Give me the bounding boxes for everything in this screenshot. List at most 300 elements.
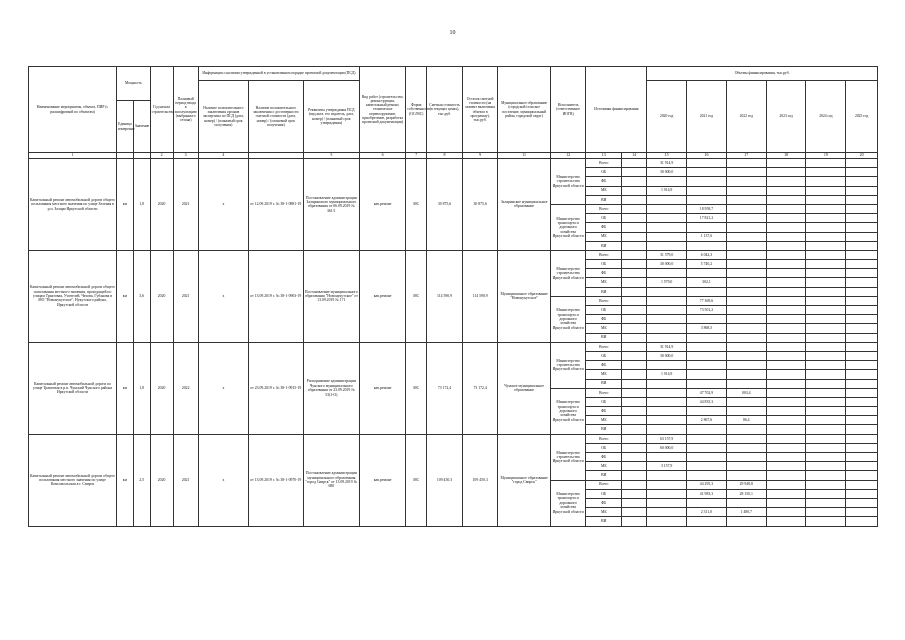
col-index: 13 [586,153,622,159]
header-psd-expertise: Наличие положительного заключения органов экспертизы по ПСД (дата, номер) / (плановый срок получения) [198,81,248,153]
year-2024-value [806,416,846,425]
year-2019-value [622,223,647,232]
estimate-cost: 73 172,4 [427,342,463,434]
year-2022-value [726,214,766,223]
year-2019-value [622,443,647,452]
funding-source: ФБ [586,407,622,416]
year-2023-value [766,204,806,213]
year-2019-value [622,379,647,388]
header-ownership: Форма собственности (ОС/МС) [406,67,427,153]
year-2025-value [846,287,878,296]
year-2020-value [647,498,687,507]
year-2022-value [726,453,766,462]
year-2023-value [766,517,806,526]
table-body [29,159,878,527]
psd-approval: Распоряжение администрации Чунского муниципального образования от 23.09.2019 № 53(1-О) [303,342,360,434]
col-index: 5 [303,153,360,159]
funding-source: ФБ [586,453,622,462]
year-2021-value: 44 295,3 [687,480,727,489]
year-2023-value [766,342,806,351]
col-index: 4 [198,153,248,159]
executor: Министерство строительства Иркутской области [550,250,586,296]
remaining-cost: 109 450,3 [462,434,498,526]
psd-expertise: х [198,159,248,251]
year-2024-value [806,517,846,526]
funding-source: ФБ [586,498,622,507]
year-2021-value [687,168,727,177]
col-index: 17 [726,153,766,159]
year-2023-value [766,508,806,517]
year-2021-value [687,361,727,370]
year-2025-value [846,306,878,315]
psd-approval: Постановление администрации муниципального образования "город Свирск" от 13.09.2019 № 680 [303,434,360,526]
funding-source: Всего [586,296,622,305]
year-2024-value [806,250,846,259]
psd-expertise: х [198,342,248,434]
year-2019-value [622,425,647,434]
psd-cost: от 23.09.2019 г. № 38-1-0915-19 [249,342,303,434]
year-2019-value [622,296,647,305]
year-2020-value: 3 157,9 [647,462,687,471]
year-2023-value [766,370,806,379]
year-2023-value [766,306,806,315]
header-start-year: Год начала строительства [150,67,173,153]
year-2024-value [806,159,846,168]
funding-source: ФБ [586,177,622,186]
header-year-2024: 2024 год [806,81,846,153]
year-2025-value [846,186,878,195]
year-2020-value [647,508,687,517]
year-2023-value [766,250,806,259]
year-2021-value: 2 867,6 [687,416,727,425]
year-2023-value [766,186,806,195]
funding-source: Всего [586,159,622,168]
year-2021-value: 3 868,5 [687,324,727,333]
funding-source: ВИ [586,333,622,342]
year-2021-value [687,223,727,232]
estimate-cost: 30 875,6 [427,159,463,251]
year-2025-value [846,407,878,416]
header-unit: Единица измерения [117,101,134,153]
year-2019-value [622,462,647,471]
funding-source: МБ [586,324,622,333]
capacity-unit: км [117,159,134,251]
year-2020-value [647,306,687,315]
year-2023-value [766,351,806,360]
year-2024-value [806,462,846,471]
year-2020-value [647,379,687,388]
header-psd-cost: Наличие положительного заключения о достоверности сметной стоимости (дата, номер) / (плановый срок получения) [249,81,303,153]
year-2024-value [806,306,846,315]
year-2024-value [806,177,846,186]
year-2022-value [726,351,766,360]
table-row [29,434,878,443]
year-2020-value: 30 000,0 [647,351,687,360]
remaining-cost: 30 875,6 [462,159,498,251]
header-year-2020: 2020 год [647,81,687,153]
year-2024-value [806,388,846,397]
year-2024-value [806,241,846,250]
estimate-cost: 109 450,3 [427,434,463,526]
psd-expertise: х [198,434,248,526]
year-2025-value [846,250,878,259]
work-type: кап.ремонт [360,434,406,526]
year-2022-value [726,462,766,471]
municipality: Чунское муниципальное образование [498,342,550,434]
year-2022-value [726,223,766,232]
year-2024-value [806,489,846,498]
year-2022-value: 003,4 [726,388,766,397]
year-2023-value [766,453,806,462]
funding-source: ОБ [586,306,622,315]
header-capacity: Мощность [117,67,151,101]
capacity-unit: км [117,434,134,526]
year-2024-value [806,287,846,296]
year-2023-value [766,443,806,452]
start-year: 2020 [150,159,173,251]
year-2024-value [806,186,846,195]
header-value: Значение [133,101,150,153]
year-2019-value [622,351,647,360]
year-2024-value [806,260,846,269]
col-index: 1 [29,153,117,159]
col-index: 8 [427,153,463,159]
year-2023-value [766,177,806,186]
year-2021-value [687,315,727,324]
object-name: Капитальный ремонт автомобильной дороги общего пользования местного значения по улице Зеленая в р.п. Залари Иркутской области [29,159,117,251]
year-2022-value [726,425,766,434]
funding-source: Всего [586,480,622,489]
year-2024-value [806,342,846,351]
year-2019-value [622,168,647,177]
header-psd-approval: Реквизиты утверждения ПСД (вид акта, его издатель, дата, номер) / (плановый срок утверждения) [303,81,360,153]
year-2019-value [622,333,647,342]
year-2025-value [846,462,878,471]
executor: Министерство строительства Иркутской области [550,434,586,480]
year-2022-value [726,434,766,443]
funding-source: ОБ [586,443,622,452]
year-2024-value [806,443,846,452]
year-2020-value: 31 914,9 [647,342,687,351]
year-2019-value [622,278,647,287]
col-index: 6 [360,153,406,159]
remaining-cost: 114 590,9 [462,250,498,342]
year-2023-value [766,434,806,443]
year-2024-value [806,508,846,517]
executor: Министерство строительства Иркутской области [550,342,586,388]
psd-approval: Постановление муниципального образования "Новонукутское" от 13.09.2019 № 171 [303,250,360,342]
year-2025-value [846,232,878,241]
year-2021-value: 18 958,7 [687,204,727,213]
year-2019-value [622,407,647,416]
year-2021-value [687,443,727,452]
plan-year: 2021 [173,250,198,342]
year-2023-value [766,214,806,223]
year-2023-value [766,195,806,204]
year-2019-value [622,241,647,250]
year-2022-value [726,278,766,287]
object-name: Капитальный ремонт автомобильной дороги общего пользования местного значения, проходящей по улицам Трактовая, Учителей, Чехова, Губанова в МО "Новонукутское", Нукутского района, Иркутской области [29,250,117,342]
year-2024-value [806,333,846,342]
year-2021-value [687,195,727,204]
year-2021-value [687,471,727,480]
year-2022-value [726,159,766,168]
year-2020-value [647,223,687,232]
year-2024-value [806,296,846,305]
year-2020-value: 60 000,0 [647,443,687,452]
year-2023-value [766,498,806,507]
year-2019-value [622,195,647,204]
funding-source: ОБ [586,168,622,177]
year-2022-value [726,177,766,186]
header-year-2025: 2025 год [846,81,878,153]
year-2024-value [806,498,846,507]
year-2023-value [766,388,806,397]
year-2024-value [806,425,846,434]
year-2019-value [622,232,647,241]
year-2022-value [726,168,766,177]
year-2020-value [647,269,687,278]
year-2022-value [726,324,766,333]
year-2020-value [647,333,687,342]
col-index: 9 [462,153,498,159]
year-2022-value [726,250,766,259]
col-index: 19 [806,153,846,159]
year-2019-value [622,370,647,379]
year-2024-value [806,471,846,480]
year-2019-value [622,416,647,425]
year-2025-value [846,351,878,360]
object-name: Капитальный ремонт автомобильной дороги по улице Трактовая в р.п. Чунский Чунского района Иркутской области [29,342,117,434]
year-2019-value [622,397,647,406]
header-psd-group: Информация о наличии утвержденной в установленном порядке проектной документации (ПСД) [198,67,359,81]
work-type: кап.ремонт [360,250,406,342]
year-2022-value: 1 480,7 [726,508,766,517]
year-2022-value [726,333,766,342]
year-2023-value [766,462,806,471]
funding-source: ОБ [586,397,622,406]
year-2021-value [687,379,727,388]
header-year-2021: 2021 год [687,81,727,153]
year-2025-value [846,453,878,462]
year-2025-value [846,498,878,507]
funding-source: МБ [586,370,622,379]
year-2019-value [622,342,647,351]
psd-cost: от 13.09.2019 г. № 38-1-0970-19 [249,434,303,526]
year-2022-value: 29 948,8 [726,480,766,489]
year-2019-value [622,306,647,315]
year-2023-value [766,489,806,498]
year-2024-value [806,351,846,360]
year-2022-value [726,471,766,480]
year-2019-value [622,434,647,443]
table-row [29,250,878,259]
year-2024-value [806,269,846,278]
year-2019-value [622,480,647,489]
col-index: 14 [622,153,647,159]
year-2022-value [726,443,766,452]
year-2022-value [726,195,766,204]
funding-source: ОБ [586,351,622,360]
year-2021-value [687,159,727,168]
year-2019-value [622,250,647,259]
ownership: МС [406,342,427,434]
year-2023-value [766,407,806,416]
year-2025-value [846,214,878,223]
year-2022-value: 86,4 [726,416,766,425]
year-2022-value [726,186,766,195]
year-2025-value [846,315,878,324]
year-2020-value: 30 000,0 [647,168,687,177]
year-2025-value [846,471,878,480]
year-2021-value [687,370,727,379]
year-2019-value [622,315,647,324]
year-2020-value [647,489,687,498]
psd-cost: от 12.09.2019 г. № 38-1-0881-19 [249,159,303,251]
year-2024-value [806,379,846,388]
year-2021-value [687,241,727,250]
year-2019-value [622,471,647,480]
year-2023-value [766,159,806,168]
funding-source: ОБ [586,489,622,498]
funding-source: МБ [586,416,622,425]
year-2020-value [647,204,687,213]
year-2025-value [846,324,878,333]
year-2024-value [806,480,846,489]
year-2020-value [647,388,687,397]
capacity-unit: км [117,250,134,342]
col-index: 15 [647,153,687,159]
year-2022-value [726,315,766,324]
year-2020-value [647,214,687,223]
header-executor: Исполнитель (ответственное ИОГВ) [550,67,586,153]
plan-year: 2021 [173,434,198,526]
table-header [29,67,878,159]
year-2019-value [622,214,647,223]
year-2022-value [726,232,766,241]
funding-source: ФБ [586,315,622,324]
year-2020-value [647,195,687,204]
year-2021-value: 6 042,3 [687,250,727,259]
col-index: 7 [406,153,427,159]
year-2020-value: 31 914,9 [647,159,687,168]
year-2024-value [806,453,846,462]
year-2025-value [846,241,878,250]
psd-expertise: х [198,250,248,342]
year-2023-value [766,296,806,305]
executor: Министерство транспорта и дорожного хозяйства Иркутской области [550,388,586,434]
year-2023-value [766,397,806,406]
year-2021-value: 41 983,3 [687,489,727,498]
funding-source: ВИ [586,517,622,526]
capacity-unit: км [117,342,134,434]
year-2021-value [687,351,727,360]
year-2022-value [726,370,766,379]
year-2025-value [846,370,878,379]
year-2020-value [647,287,687,296]
ownership: МС [406,434,427,526]
funding-source: ВИ [586,471,622,480]
year-2023-value [766,168,806,177]
year-2025-value [846,397,878,406]
year-2021-value: 17 821,2 [687,214,727,223]
year-2024-value [806,223,846,232]
year-2021-value: 1 137,6 [687,232,727,241]
year-2022-value [726,269,766,278]
funding-source: ВИ [586,287,622,296]
col-index: 12 [550,153,586,159]
year-2023-value [766,333,806,342]
year-2021-value [687,177,727,186]
year-2019-value [622,453,647,462]
year-2022-value [726,407,766,416]
year-2019-value [622,186,647,195]
year-2025-value [846,177,878,186]
year-2022-value [726,306,766,315]
funding-source: Всего [586,388,622,397]
header-source: Источники финансирования [586,67,647,153]
year-2024-value [806,204,846,213]
year-2023-value [766,379,806,388]
plan-year: 2021 [173,159,198,251]
funding-source: ВИ [586,195,622,204]
year-2023-value [766,232,806,241]
year-2024-value [806,315,846,324]
year-2024-value [806,214,846,223]
funding-source: ФБ [586,361,622,370]
work-type: кап.ремонт [360,342,406,434]
year-2022-value [726,296,766,305]
funding-source: ФБ [586,269,622,278]
year-2020-value [647,296,687,305]
header-remaining: Остаток сметной стоимости (на момент включения объекта в программу), тыс.руб. [462,67,498,153]
year-2019-value [622,269,647,278]
funding-source: Всего [586,250,622,259]
year-2021-value: 47 702,9 [687,388,727,397]
col-index: 2 [150,153,173,159]
year-2020-value [647,361,687,370]
col-index: 3 [173,153,198,159]
year-2020-value: 1 579,0 [647,278,687,287]
col-index: 18 [766,153,806,159]
year-2025-value [846,434,878,443]
header-plan-year: Плановый период ввода в эксплуатацию (выбранного сезона) [173,67,198,153]
year-2021-value [687,425,727,434]
start-year: 2020 [150,342,173,434]
year-2025-value [846,388,878,397]
funding-source: МБ [586,186,622,195]
year-2023-value [766,269,806,278]
year-2025-value [846,168,878,177]
year-2020-value [647,241,687,250]
year-2022-value [726,260,766,269]
header-financing: Объемы финансирования, тыс.руб. [647,67,878,81]
year-2020-value [647,471,687,480]
object-name: Капитальный ремонт автомобильной дороги общего пользования местного значения по улице Комсомольская в г. Свирск [29,434,117,526]
year-2020-value [647,407,687,416]
year-2025-value [846,443,878,452]
year-2022-value [726,517,766,526]
year-2019-value [622,517,647,526]
municipality: Заларинское муниципальное образование [498,159,550,251]
year-2019-value [622,159,647,168]
remaining-cost: 73 172,4 [462,342,498,434]
col-index: 16 [687,153,727,159]
year-2020-value [647,416,687,425]
estimate-cost: 114 590,9 [427,250,463,342]
header-year-2023: 2023 год [766,81,806,153]
executor: Министерство транспорта и дорожного хозяйства Иркутской области [550,480,586,526]
